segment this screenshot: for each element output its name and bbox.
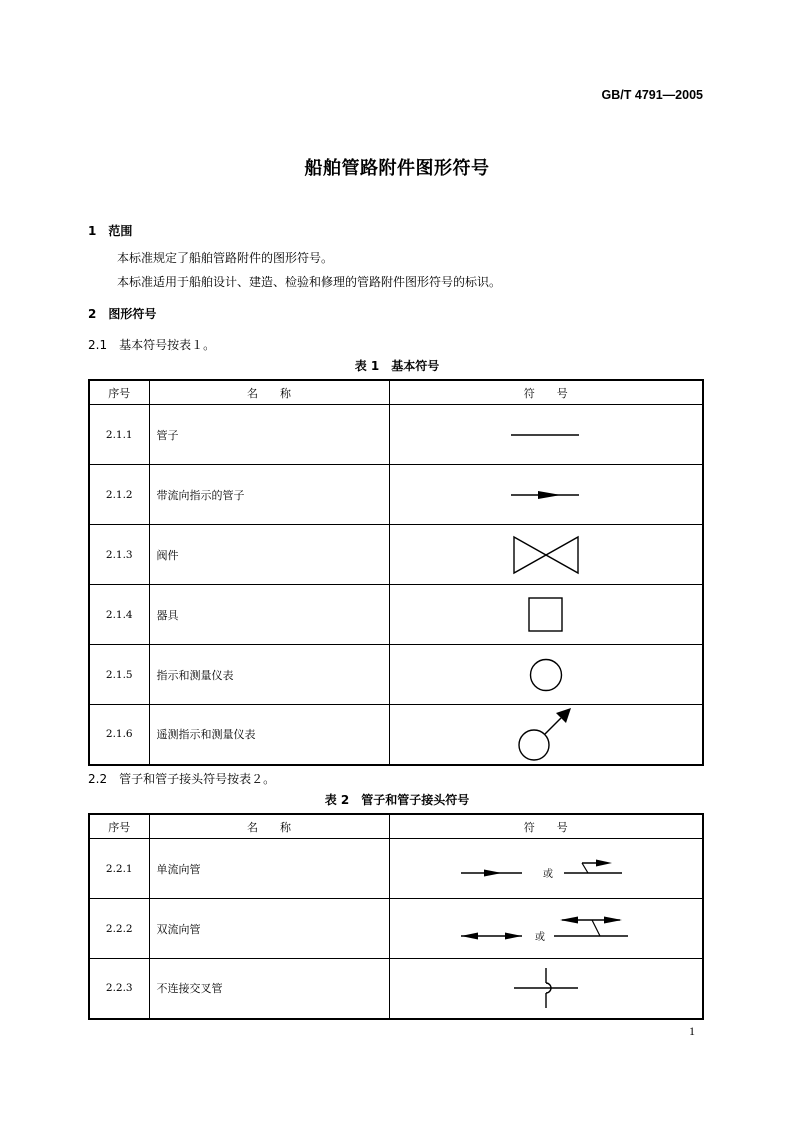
row-number: 2.2.1: [89, 839, 149, 899]
table-row: [89, 525, 703, 585]
column-header: 序号: [89, 814, 149, 839]
table-row: [89, 585, 703, 645]
row-name: 器具: [149, 585, 389, 645]
clause-2-2: 2.2 管子和管子接头符号按表２。: [88, 772, 276, 786]
paragraph: 本标准适用于船舶设计、建造、检验和修理的管路附件图形符号的标识。: [117, 275, 502, 289]
page-number: 1: [689, 1024, 695, 1038]
row-name: 不连接交叉管: [149, 959, 389, 1019]
row-symbol: [389, 585, 703, 645]
table-row: [89, 465, 703, 525]
apparatus-square-icon: [526, 595, 566, 635]
double-flow-pipe-icon: [456, 914, 636, 944]
row-name: 指示和测量仪表: [149, 645, 389, 705]
remote-instrument-icon: [511, 706, 581, 762]
row-number: 2.1.5: [89, 645, 149, 705]
column-header: 名 称: [149, 814, 389, 839]
table-2-caption: 表 2 管子和管子接头符号: [324, 793, 470, 807]
section-2-heading: 2 图形符号: [88, 307, 157, 321]
row-symbol: [389, 705, 703, 765]
table-row: [89, 645, 703, 705]
row-name: 双流向管: [149, 899, 389, 959]
row-number: 2.1.4: [89, 585, 149, 645]
row-number: 2.1.3: [89, 525, 149, 585]
page-title: 船舶管路附件图形符号: [304, 158, 490, 179]
row-number: 2.2.3: [89, 959, 149, 1019]
section-1-heading: 1 范围: [88, 224, 133, 238]
row-number: 2.1.2: [89, 465, 149, 525]
table-row: [89, 899, 703, 959]
pipe-flow-arrow-icon: [506, 485, 586, 505]
row-name: 带流向指示的管子: [149, 465, 389, 525]
table-row: [89, 405, 703, 465]
column-header: 符 号: [389, 380, 703, 405]
instrument-circle-icon: [526, 655, 566, 695]
row-number: 2.1.6: [89, 705, 149, 765]
crossing-pipes-icon: [511, 966, 581, 1010]
or-label: 或: [534, 931, 545, 943]
row-symbol: [389, 899, 703, 959]
row-name: 单流向管: [149, 839, 389, 899]
paragraph: 本标准规定了船舶管路附件的图形符号。: [117, 251, 334, 265]
table-row: [89, 705, 703, 765]
single-flow-pipe-icon: [456, 854, 636, 884]
table-1: [88, 379, 704, 766]
row-symbol: [389, 959, 703, 1019]
row-symbol: [389, 645, 703, 705]
table-header-row: [89, 380, 703, 405]
row-name: 管子: [149, 405, 389, 465]
row-name: 遥测指示和测量仪表: [149, 705, 389, 765]
table-2: [88, 813, 704, 1020]
table-header-row: [89, 814, 703, 839]
column-header: 符 号: [389, 814, 703, 839]
row-symbol: [389, 465, 703, 525]
table-row: [89, 959, 703, 1019]
column-header: 名 称: [149, 380, 389, 405]
row-symbol: [389, 525, 703, 585]
column-header: 序号: [89, 380, 149, 405]
row-number: 2.2.2: [89, 899, 149, 959]
row-name: 阀件: [149, 525, 389, 585]
table-row: [89, 839, 703, 899]
pipe-line-icon: [506, 425, 586, 445]
row-symbol: [389, 405, 703, 465]
row-symbol: [389, 839, 703, 899]
or-label: 或: [542, 868, 553, 880]
standard-number: GB/T 4791—2005: [601, 88, 703, 102]
table-1-caption: 表 1 基本符号: [354, 359, 440, 373]
valve-icon: [511, 534, 581, 576]
clause-2-1: 2.1 基本符号按表１。: [88, 338, 216, 352]
row-number: 2.1.1: [89, 405, 149, 465]
